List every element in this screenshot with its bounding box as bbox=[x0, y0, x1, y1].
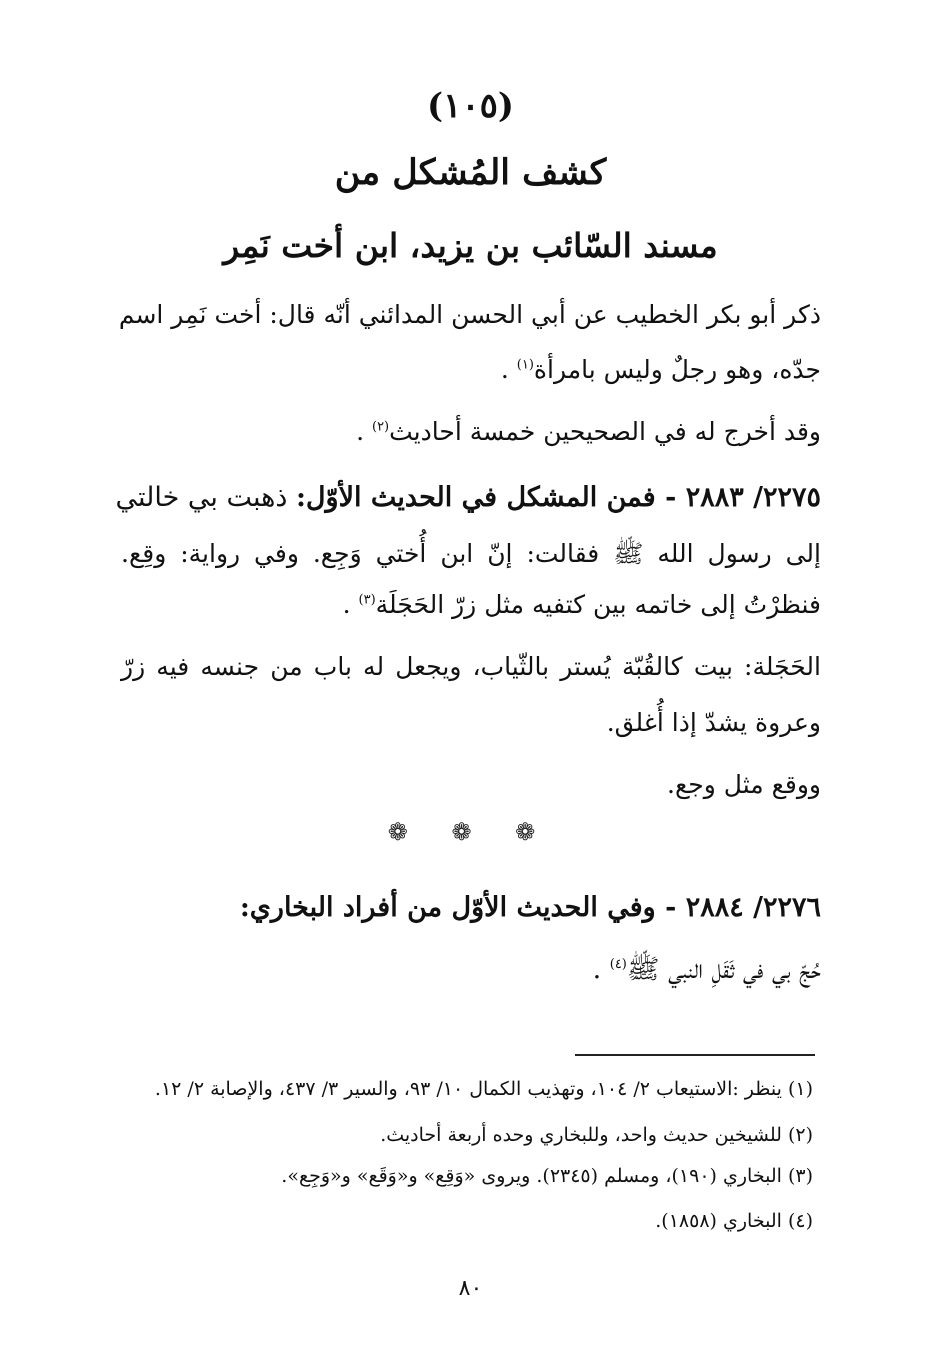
intro-line-1: ذكر أبو بكر الخطيب عن أبي الحسن المدائني أنّه قال: أخت نَمِر اسم bbox=[118, 300, 821, 329]
hadith-1-line-3-end: . bbox=[342, 590, 359, 619]
hadith-2-line-2-end: . bbox=[592, 954, 610, 985]
gloss-line-1: الحَجَلة: بيت كالقُبّة يُستر بالثّياب، ويجعل له باب من جنسه فيه زرّ bbox=[121, 652, 821, 681]
chapter-subtitle: مسند السّائب بن يزيد، ابن أخت نَمِر bbox=[223, 226, 718, 265]
hadith-2-heading bbox=[240, 892, 821, 923]
intro-line-2-end: . bbox=[500, 355, 517, 384]
footnote-2: (٢) للشيخين حديث واحد، وللبخاري وحده أربعة أحاديث. bbox=[380, 1124, 813, 1146]
intro-line-3 bbox=[356, 417, 821, 446]
chapter-title: كشف المُشكل من bbox=[334, 152, 607, 193]
footnote-ref-3: (٣) bbox=[358, 592, 376, 608]
footnote-3: (٣) البخاري (١٩٠)، ومسلم (٢٣٤٥). ويروى «وَقِع» و«وَقَع» و«وَجِع». bbox=[281, 1165, 813, 1187]
footnote-ref-2: (٢) bbox=[371, 419, 390, 435]
intro-line-2-text: جدّه، وهو رجلٌ وليس بامرأة bbox=[533, 355, 821, 384]
chapter-number: (١٠٥) bbox=[427, 86, 514, 126]
footnote-ref-1: (١) bbox=[516, 357, 534, 373]
intro-line-3-end: . bbox=[356, 417, 372, 446]
hadith-1-number: ٢٢٧٥/ ٢٨٨٣ bbox=[685, 482, 821, 513]
hadith-2-line-2-text: حُجّ بي في ثَقَلِ النبي ﷺ bbox=[626, 954, 821, 985]
hadith-1-lead: - فمن المشكل في الحديث الأوّل: bbox=[295, 482, 686, 513]
hadith-1-line-3-text: فنظرْتُ إلى خاتمه بين كتفيه مثل زرّ الحَجَلَة bbox=[375, 590, 821, 619]
section-separator-ornaments: ❁ ❁ ❁ bbox=[387, 818, 554, 846]
page-number: ٨٠ bbox=[458, 1276, 483, 1301]
hadith-1-line-2: إلى رسول الله ﷺ فقالت: إنّ ابن أُختي وَجِع. وفي رواية: وقِع. bbox=[121, 539, 821, 568]
hadith-1-heading bbox=[115, 482, 821, 513]
intro-line-3-text: وقد أخرج له في الصحيحين خمسة أحاديث bbox=[389, 417, 821, 446]
footnote-4: (٤) البخاري (١٨٥٨). bbox=[655, 1210, 813, 1232]
footnote-1: (١) ينظر :الاستيعاب ٢/ ١٠٤، وتهذيب الكمال ١٠/ ٩٣، والسير ٣/ ٤٣٧، والإصابة ٢/ ١٢. bbox=[154, 1078, 813, 1100]
intro-line-2 bbox=[501, 355, 821, 384]
footnote-ref-4: (٤) bbox=[609, 957, 627, 972]
hadith-1-rest: ذهبت بي خالتي bbox=[115, 482, 296, 513]
gloss-line-2: وعروة يشدّ إذا أُغلق. bbox=[606, 708, 821, 737]
gloss-line-3: ووقع مثل وجع. bbox=[667, 770, 821, 799]
hadith-2-line-2 bbox=[593, 952, 821, 992]
hadith-2-number: ٢٢٧٦/ ٢٨٨٤ bbox=[685, 892, 821, 923]
hadith-2-lead: - وفي الحديث الأوّل من أفراد البخاري: bbox=[239, 892, 686, 923]
hadith-1-line-3 bbox=[343, 590, 821, 619]
footnote-separator-line bbox=[575, 1054, 815, 1056]
